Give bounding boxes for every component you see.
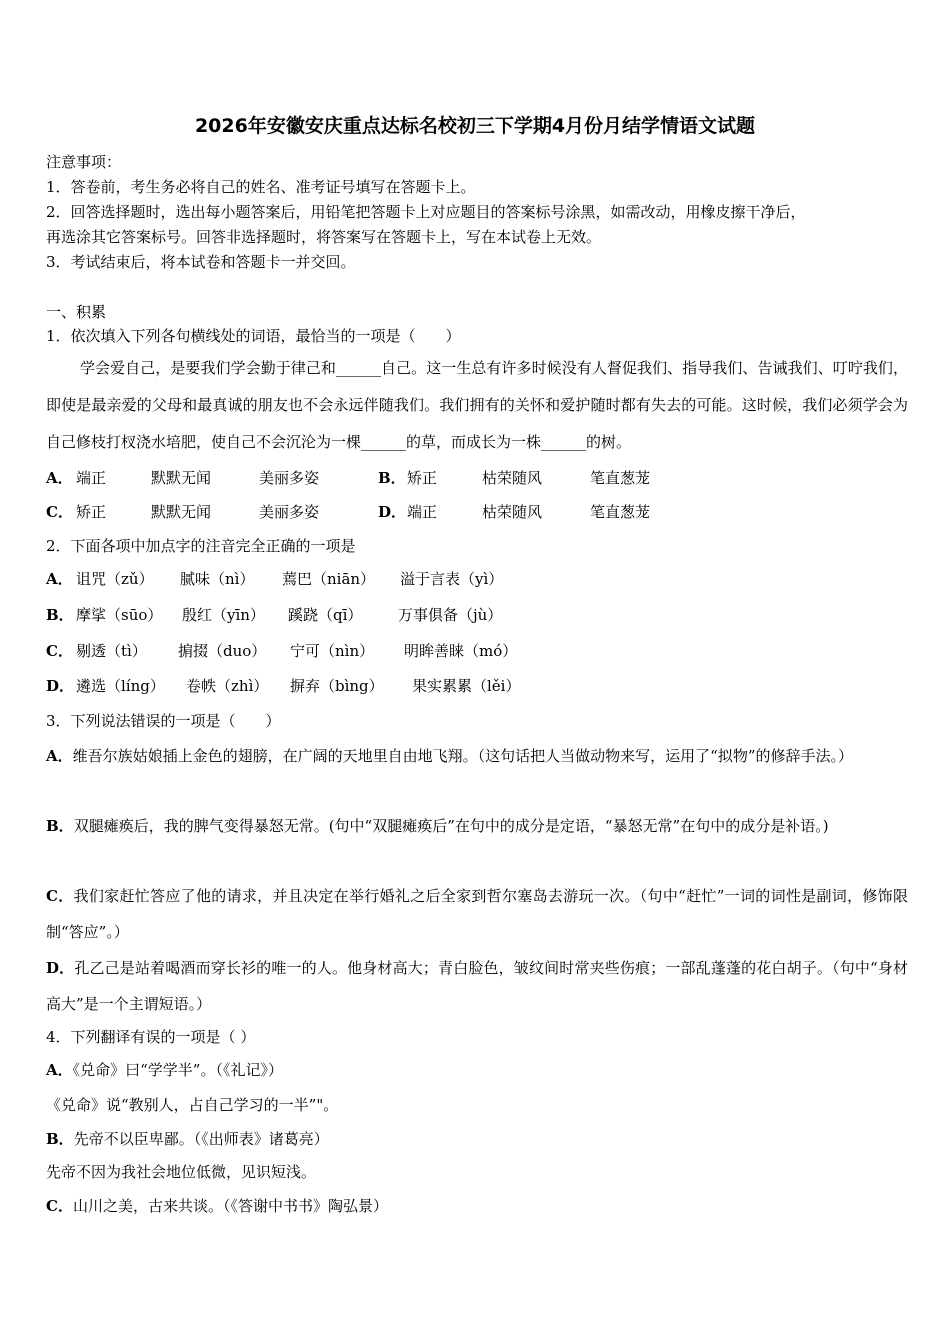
option-word: 笔直葱茏 xyxy=(590,469,651,487)
option-item: 剔透（tì） xyxy=(76,642,147,660)
option-word: 美丽多姿 xyxy=(259,503,320,521)
option-label: B． xyxy=(46,817,74,835)
option-word: 端正 xyxy=(76,469,107,487)
question-3-stem: 3．下列说法错误的一项是（ ） xyxy=(46,712,281,730)
option-item: 宁可（nìn） xyxy=(290,642,375,660)
option-label: A． xyxy=(46,469,73,487)
option-label: A． xyxy=(46,570,73,588)
option-word: 枯荣随风 xyxy=(482,469,543,487)
question-3-option-a[interactable] xyxy=(46,738,908,774)
option-item: 摩挲（sūo） xyxy=(76,606,163,624)
option-label: B． xyxy=(378,469,406,487)
question-4-option-a[interactable] xyxy=(46,1058,283,1083)
question-1-stem: 1．依次填入下列各句横线处的词语，最恰当的一项是（ ） xyxy=(46,327,461,345)
option-word: 端正 xyxy=(407,503,438,521)
option-item: 诅咒（zǔ） xyxy=(76,570,154,588)
notice-item: 1．答卷前，考生务必将自己的姓名、准考证号填写在答题卡上。 xyxy=(46,178,476,196)
option-label: C． xyxy=(46,503,73,521)
option-text: 双腿瘫痪后，我的脾气变得暴怒无常。(句中“双腿瘫痪后”在句中的成分是定语，“暴怒无常”在句中的成分是补语。) xyxy=(73,817,829,835)
question-4-option-b[interactable] xyxy=(46,1127,329,1152)
option-word: 美丽多姿 xyxy=(259,469,320,487)
option-text: 山川之美，古来共谈。（《答谢中书书》陶弘景） xyxy=(72,1197,388,1215)
option-word: 矫正 xyxy=(76,503,107,521)
option-item: 万事俱备（jù） xyxy=(398,606,503,624)
question-4-option-b-translation: 先帝不因为我社会地位低微，见识短浅。 xyxy=(46,1163,317,1181)
option-text: 《兑命》曰“学学半”。（《礼记》） xyxy=(72,1061,283,1079)
option-item: 明眸善睐（mó） xyxy=(404,642,518,660)
option-label: A． xyxy=(46,747,73,765)
option-item: 卷帙（zhì） xyxy=(186,677,269,695)
notice-item: 3．考试结束后，将本试卷和答题卡一并交回。 xyxy=(46,253,356,271)
option-word: 默默无闻 xyxy=(151,503,212,521)
notice-heading: 注意事项： xyxy=(46,153,122,171)
notice-item: 再选涂其它答案标号。回答非选择题时，将答案写在答题卡上，写在本试卷上无效。 xyxy=(46,228,602,246)
option-item: 掮掇（duo） xyxy=(178,642,267,660)
option-word: 枯荣随风 xyxy=(482,503,543,521)
option-item: 溢于言表（yì） xyxy=(400,570,504,588)
option-label: C． xyxy=(46,1197,73,1215)
option-label: C． xyxy=(46,642,73,660)
option-label: A． xyxy=(46,1061,73,1079)
question-2-stem: 2．下面各项中加点字的注音完全正确的一项是 xyxy=(46,537,356,555)
question-3-option-b[interactable] xyxy=(46,808,908,844)
option-text: 孔乙己是站着喝酒而穿长衫的唯一的人。他身材高大；青白脸色，皱纹间时常夹些伤痕；一部乱蓬蓬的花白胡子。（句中“身材高大”是一个主谓短语。） xyxy=(46,959,908,1013)
option-text: 先帝不以臣卑鄙。（《出师表》诸葛亮） xyxy=(73,1130,329,1148)
option-word: 矫正 xyxy=(407,469,438,487)
question-4-stem: 4．下列翻译有误的一项是（ ） xyxy=(46,1028,256,1046)
option-word: 默默无闻 xyxy=(151,469,212,487)
option-label: B． xyxy=(46,1130,74,1148)
option-item: 蹊跷（qī） xyxy=(288,606,363,624)
question-4-option-a-translation: 《兑命》说“教别人，占自己学习的一半”"。 xyxy=(46,1096,339,1114)
question-1-passage: 学会爱自己，是要我们学会勤于律己和______自己。这一生总有许多时候没有人督促我们、指导我们、告诫我们、叮咛我们，即使是最亲爱的父母和最真诚的朋友也不会永远伴随我们。我们拥有的关怀和爱护随时都有失去的可能。这时候，我们必须学会为自己修枝打杈浇水培肥，使自己不会沉沦为一棵______的草，而成长为一株______的树。 xyxy=(46,359,908,451)
question-4-option-c[interactable] xyxy=(46,1194,388,1219)
option-text: 维吾尔族姑娘插上金色的翅膀，在广阔的天地里自由地飞翔。（这句话把人当做动物来写，运用了“拟物”的修辞手法。） xyxy=(72,747,853,765)
page-title: 2026年安徽安庆重点达标名校初三下学期4月份月结学情语文试题 xyxy=(194,115,756,137)
section-heading: 一、积累 xyxy=(46,303,107,321)
notice-item: 2．回答选择题时，选出每小题答案后，用铅笔把答题卡上对应题目的答案标号涂黑，如需改动，用橡皮擦干净后， xyxy=(46,203,806,221)
option-word: 笔直葱茏 xyxy=(590,503,651,521)
option-label: D． xyxy=(46,959,75,977)
option-item: 殷红（yīn） xyxy=(182,606,265,624)
option-item: 果实累累（lěi） xyxy=(412,677,521,695)
question-3-option-c[interactable] xyxy=(46,878,908,950)
question-3-option-d[interactable] xyxy=(46,950,908,1022)
option-text: 我们家赶忙答应了他的请求，并且决定在举行婚礼之后全家到哲尔塞岛去游玩一次。（句中“赶忙”一词的词性是副词，修饰限制“答应”。） xyxy=(46,887,908,941)
option-item: 摒弃（bìng） xyxy=(290,677,384,695)
option-item: 蔫巴（niān） xyxy=(282,570,376,588)
option-label: B． xyxy=(46,606,74,624)
option-item: 腻味（nì） xyxy=(180,570,255,588)
option-label: C． xyxy=(46,887,74,905)
option-label: D． xyxy=(46,677,75,695)
option-item: 遴选（líng） xyxy=(76,677,165,695)
option-label: D． xyxy=(378,503,407,521)
